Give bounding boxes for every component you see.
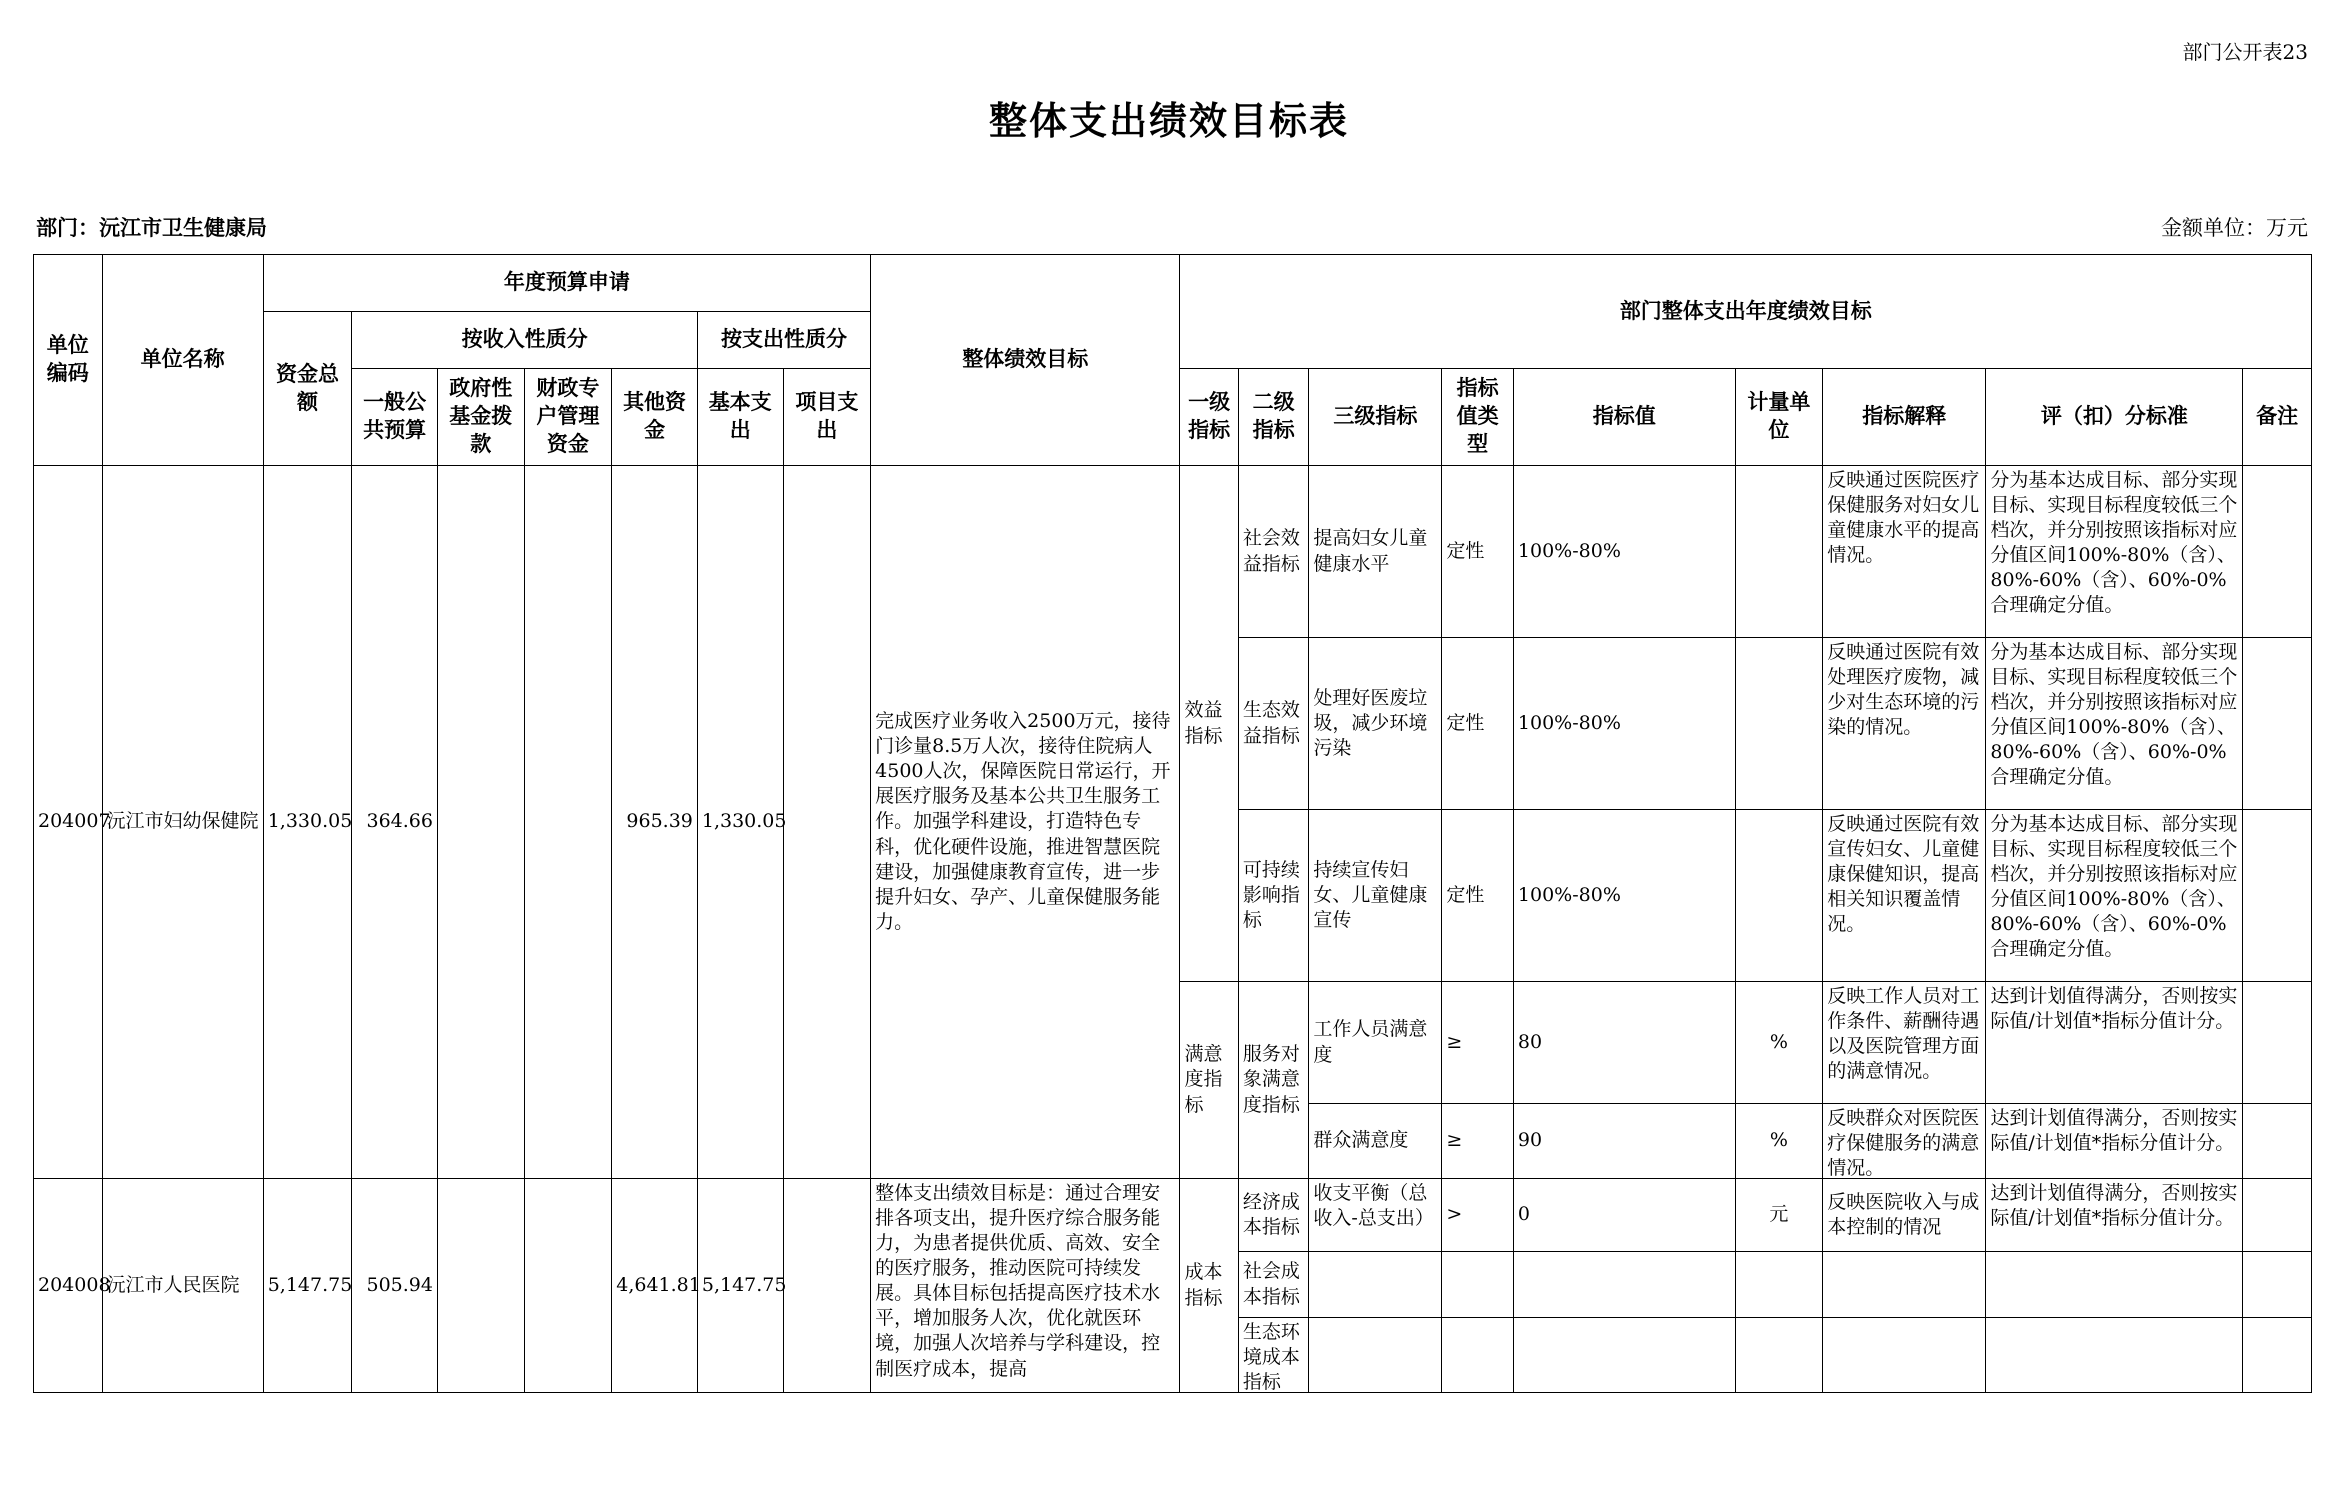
indicator-explanation <box>1823 466 1986 638</box>
scoring-standard <box>1986 1179 2243 1252</box>
level3-indicator: 持续宣传妇女、儿童健康宣传 <box>1309 810 1442 982</box>
header-level2: 二级指标 <box>1238 369 1309 466</box>
gov-fund <box>437 466 524 1179</box>
indicator-value: 0 <box>1513 1179 1735 1252</box>
header-special-account: 财政专户管理资金 <box>524 369 612 466</box>
basic-expense: 5,147.75 <box>697 1179 783 1393</box>
gov-fund <box>437 1179 524 1393</box>
value-type: 定性 <box>1442 466 1514 638</box>
indicator-value: 90 <box>1513 1104 1735 1179</box>
project-expense <box>783 1179 871 1393</box>
value-type: 定性 <box>1442 638 1514 810</box>
value-type <box>1442 1252 1514 1318</box>
value-type: 定性 <box>1442 810 1514 982</box>
indicator-explanation: 反映医院收入与成本控制的情况 <box>1823 1179 1986 1252</box>
header-value-type: 指标值类型 <box>1442 369 1514 466</box>
measure-unit <box>1735 1252 1823 1318</box>
header-annual-budget: 年度预算申请 <box>263 255 870 312</box>
overall-goal <box>871 1179 1180 1393</box>
scoring-standard <box>1986 1252 2243 1318</box>
scoring-standard-text: 分为基本达成目标、部分实现目标、实现目标程度较低三个档次，并分别按照该指标对应分值区间100%-80%（含）、80%-60%（含）、60%-0%合理确定分值。 <box>1990 469 2238 617</box>
project-expense <box>783 466 871 1179</box>
overall-goal: 完成医疗业务收入2500万元，接待门诊量8.5万人次，接待住院病人4500人次，保障医院日常运行，开展医疗服务及基本公共卫生服务工作。加强学科建设，打造特色专科，优化硬件设施，推进智慧医院建设，加强健康教育宣传，进一步提升妇女、孕产、儿童保健服务能力。 <box>871 466 1180 1179</box>
level3-indicator: 处理好医废垃圾，减少环境污染 <box>1309 638 1442 810</box>
header-measure-unit: 计量单位 <box>1735 369 1823 466</box>
remark <box>2243 466 2312 638</box>
value-type <box>1442 1318 1514 1393</box>
indicator-value <box>1513 1318 1735 1393</box>
header-gov-fund: 政府性基金拨款 <box>437 369 524 466</box>
unit-code: 204007 <box>34 466 103 1179</box>
level3-indicator: 工作人员满意度 <box>1309 982 1442 1104</box>
table-row <box>34 1179 2312 1252</box>
unit-code: 204008 <box>34 1179 103 1393</box>
indicator-explanation <box>1823 810 1986 982</box>
unit-name: 沅江市妇幼保健院 <box>102 466 263 1179</box>
value-type: ≥ <box>1442 982 1514 1104</box>
measure-unit <box>1735 466 1823 638</box>
table-row <box>34 466 2312 638</box>
level3-indicator: 群众满意度 <box>1309 1104 1442 1179</box>
other-funds: 4,641.81 <box>612 1179 698 1393</box>
level3-indicator: 提高妇女儿童健康水平 <box>1309 466 1442 638</box>
level1-indicator: 满意度指标 <box>1180 982 1238 1179</box>
level2-indicator: 经济成本指标 <box>1238 1179 1309 1252</box>
level2-indicator: 生态效益指标 <box>1238 638 1309 810</box>
level2-indicator: 可持续影响指标 <box>1238 810 1309 982</box>
indicator-explanation <box>1823 1318 1986 1393</box>
level3-indicator-text: 收支平衡（总收入-总支出） <box>1313 1182 1434 1230</box>
total-funds: 1,330.05 <box>263 466 352 1179</box>
other-funds: 965.39 <box>612 466 698 1179</box>
indicator-explanation-text: 反映群众对医院医疗保健服务的满意情况。 <box>1827 1107 1980 1180</box>
header-level1: 一级指标 <box>1180 369 1238 466</box>
header-other-funds: 其他资金 <box>612 369 698 466</box>
header-project-expense: 项目支出 <box>783 369 871 466</box>
table-number-label: 部门公开表23 <box>2182 40 2308 64</box>
measure-unit: % <box>1735 982 1823 1104</box>
remark <box>2243 1104 2312 1179</box>
indicator-explanation-text: 反映通过医院有效处理医疗废物，减少对生态环境的污染的情况。 <box>1827 641 1980 739</box>
level2-indicator: 服务对象满意度指标 <box>1238 982 1309 1179</box>
scoring-standard-text: 分为基本达成目标、部分实现目标、实现目标程度较低三个档次，并分别按照该指标对应分值区间100%-80%（含）、80%-60%（含）、60%-0%合理确定分值。 <box>1990 813 2238 961</box>
remark <box>2243 1318 2312 1393</box>
unit-name: 沅江市人民医院 <box>102 1179 263 1393</box>
header-general-budget: 一般公共预算 <box>352 369 438 466</box>
remark <box>2243 1179 2312 1252</box>
measure-unit: % <box>1735 1104 1823 1179</box>
level2-indicator: 社会成本指标 <box>1238 1252 1309 1318</box>
indicator-value: 100%-80% <box>1513 466 1735 638</box>
special-account <box>524 466 612 1179</box>
value-type: ≥ <box>1442 1104 1514 1179</box>
indicator-explanation-text: 反映工作人员对工作条件、薪酬待遇以及医院管理方面的满意情况。 <box>1827 985 1980 1083</box>
scoring-standard <box>1986 982 2243 1104</box>
page-title: 整体支出绩效目标表 <box>988 99 1349 143</box>
level3-indicator <box>1309 1252 1442 1318</box>
level2-indicator <box>1238 1318 1309 1393</box>
measure-unit: 元 <box>1735 1179 1823 1252</box>
header-unit-name: 单位名称 <box>102 255 263 466</box>
indicator-explanation <box>1823 1104 1986 1179</box>
header-scoring: 评（扣）分标准 <box>1986 369 2243 466</box>
header-unit-code: 单位编码 <box>34 255 103 466</box>
header-dept-goal: 部门整体支出年度绩效目标 <box>1180 255 2312 369</box>
header-remark: 备注 <box>2243 369 2312 466</box>
general-budget: 364.66 <box>352 466 438 1179</box>
indicator-value: 100%-80% <box>1513 638 1735 810</box>
special-account <box>524 1179 612 1393</box>
indicator-explanation <box>1823 638 1986 810</box>
header-basic-expense: 基本支出 <box>697 369 783 466</box>
level1-indicator: 成本指标 <box>1180 1179 1238 1393</box>
scoring-standard <box>1986 638 2243 810</box>
scoring-standard-text: 达到计划值得满分，否则按实际值/计划值*指标分值计分。 <box>1990 1182 2238 1230</box>
scoring-standard <box>1986 810 2243 982</box>
general-budget: 505.94 <box>352 1179 438 1393</box>
indicator-explanation-text: 反映通过医院医疗保健服务对妇女儿童健康水平的提高情况。 <box>1827 469 1980 567</box>
header-by-expense: 按支出性质分 <box>697 312 870 369</box>
indicator-explanation <box>1823 982 1986 1104</box>
scoring-standard-text: 分为基本达成目标、部分实现目标、实现目标程度较低三个档次，并分别按照该指标对应分值区间100%-80%（含）、80%-60%（含）、60%-0%合理确定分值。 <box>1990 641 2238 789</box>
overall-goal-text: 整体支出绩效目标是：通过合理安排各项支出，提升医疗综合服务能力，为患者提供优质、高效、安全的医疗服务，推动医院可持续发展。具体目标包括提高医疗技术水平，增加服务人次，优化就医环境，加强人次培养与学科建设，控制医疗成本，提高 <box>875 1182 1161 1380</box>
remark <box>2243 1252 2312 1318</box>
level2-indicator: 社会效益指标 <box>1238 466 1309 638</box>
header-explanation: 指标解释 <box>1823 369 1986 466</box>
level1-indicator: 效益指标 <box>1180 466 1238 982</box>
indicator-value <box>1513 1252 1735 1318</box>
header-total-funds: 资金总额 <box>263 312 352 466</box>
scoring-standard <box>1986 1318 2243 1393</box>
measure-unit <box>1735 638 1823 810</box>
remark <box>2243 982 2312 1104</box>
value-type: > <box>1442 1179 1514 1252</box>
header-overall-goal: 整体绩效目标 <box>871 255 1180 466</box>
scoring-standard-text: 达到计划值得满分，否则按实际值/计划值*指标分值计分。 <box>1990 985 2238 1033</box>
indicator-value: 100%-80% <box>1513 810 1735 982</box>
indicator-explanation-text: 反映通过医院有效宣传妇女、儿童健康保健知识，提高相关知识覆盖情况。 <box>1827 813 1980 936</box>
scoring-standard-text: 达到计划值得满分，否则按实际值/计划值*指标分值计分。 <box>1990 1107 2238 1155</box>
amount-unit-label: 金额单位：万元 <box>2161 216 2308 240</box>
basic-expense: 1,330.05 <box>697 466 783 1179</box>
total-funds: 5,147.75 <box>263 1179 352 1393</box>
remark <box>2243 810 2312 982</box>
remark <box>2243 638 2312 810</box>
header-by-income: 按收入性质分 <box>352 312 698 369</box>
scoring-standard <box>1986 466 2243 638</box>
header-level3: 三级指标 <box>1309 369 1442 466</box>
header-indicator-value: 指标值 <box>1513 369 1735 466</box>
performance-table <box>33 254 2312 1393</box>
level2-indicator-text: 生态环境成本指标 <box>1242 1321 1300 1394</box>
measure-unit <box>1735 1318 1823 1393</box>
measure-unit <box>1735 810 1823 982</box>
indicator-value: 80 <box>1513 982 1735 1104</box>
indicator-explanation <box>1823 1252 1986 1318</box>
level3-indicator <box>1309 1318 1442 1393</box>
level3-indicator <box>1309 1179 1442 1252</box>
department-label: 部门：沅江市卫生健康局 <box>36 216 267 240</box>
scoring-standard <box>1986 1104 2243 1179</box>
